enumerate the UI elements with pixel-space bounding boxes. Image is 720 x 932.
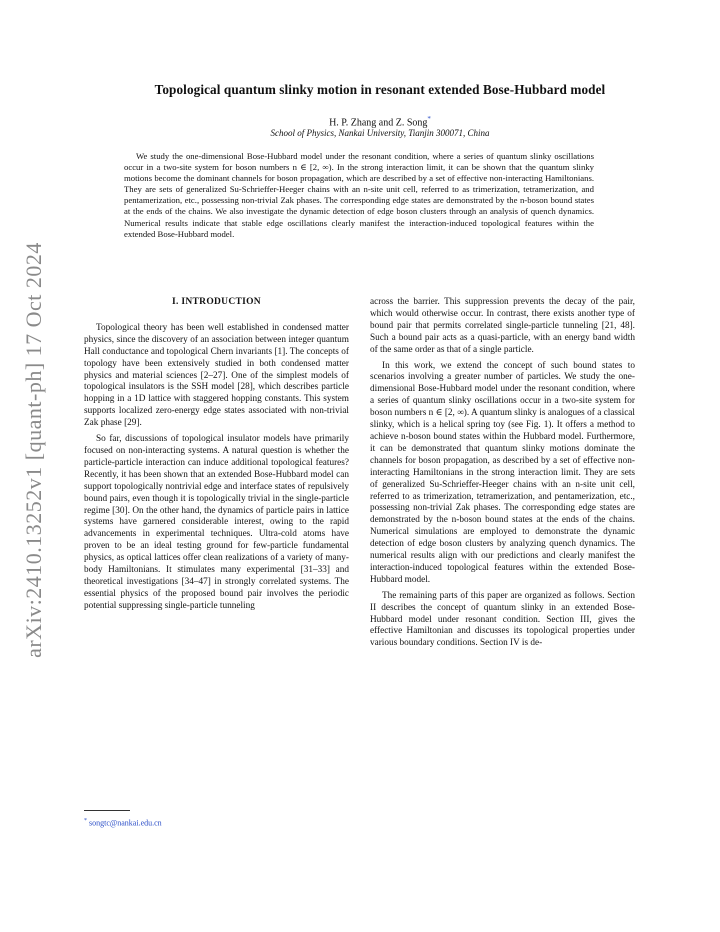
author-names: H. P. Zhang and Z. Song xyxy=(329,117,428,129)
paper-title: Topological quantum slinky motion in resonant extended Bose-Hubbard model xyxy=(154,82,606,97)
footnote-divider xyxy=(84,810,130,811)
intro-paragraph-2: So far, discussions of topological insulator models have primarily focused on non-interacting systems. A natural question is whether the particle-particle interaction can induce additional topological features? Recently, it has been shown that an extended Bose-Hubbard model can support topologically nontrivial edge and interface states of repulsively bound pairs, even though it is topologically trivial in the single-particle regime [30]. On the other hand, the dynamics of particle pairs in lattice systems have garnered considerable interest, owing to the rapid advancements in experimental techniques. Ultra-cold atoms have proven to be an ideal testing ground for few-particle fundamental physics, as optical lattices offer clean realizations of a variety of many-body Hamiltonians. It stimulates many experimental [31–33] and theoretical investigations [34–47] in strongly correlated systems. The essential physics of the proposed bound pair involves the periodic potential suppressing single-particle tunneling xyxy=(84,434,349,611)
affiliation: School of Physics, Nankai University, Tianjin 300071, China xyxy=(270,128,490,138)
footnote-mark: * xyxy=(84,818,87,824)
intro-paragraph-1: Topological theory has been well established in condensed matter physics, since the discovery of an association between integer quantum Hall conductance and topological Chern invariants [1]. The concepts of topology have been extensively studied in both condensed matter physics and material sciences [2–27]. One of the simplest models of topological insulators is the SSH model [28], which describes particle hopping in a 1D lattice with staggered hopping constants. This system supports localized zero-energy edge states associated with non-trivial Zak phase [29]. xyxy=(84,322,349,429)
corresponding-author-mark[interactable]: * xyxy=(427,115,431,123)
intro-paragraph-4: In this work, we extend the concept of such bound states to scenarios involving a greater number of particles. We study the one-dimensional Bose-Hubbard model under the resonant condition, where a series of quantum slinky oscillations occur in a two-site system for boson numbers n ∈ [2, ∞). A quantum slinky is analogues of a classical slinky, which is a helical spring toy (see Fig. 1). It offers a method to achieve n-boson bound states within the Hubbard model. Furthermore, it can be demonstrated that quantum slinky motions dominate the channels for boson propagation, as described by a set of effective non-interacting Hamiltonians in the strong interaction limit. They are sets of generalized Su-Schrieffer-Heeger chains with an n-site unit cell, referred to as trimerization, tetramerization, and pentamerization, etc., possessing non-trivial Zak phases. The corresponding edge states are demonstrated by the n-boson bound states at the ends of the chains. Numerical simulations are employed to demonstrate the dynamic detection of edge boson clusters by analyzing quench dynamics. The numerical results align with our predictions and clearly manifest the interaction-induced topological features within the extended Bose-Hubbard model. xyxy=(370,360,635,585)
footnote-email-link[interactable]: songtc@nankai.edu.cn xyxy=(89,818,162,828)
footnote xyxy=(84,818,162,828)
left-column xyxy=(84,297,349,617)
arxiv-identifier-stamp xyxy=(14,240,54,660)
intro-paragraph-3: across the barrier. This suppression prevents the decay of the pair, which would otherwise occur. In contrast, there exists another type of bound pair that permits correlated single-particle tunneling [21, 48]. Such a bound pair acts as a quasi-particle, with an energy band width of the same order as that of a single particle. xyxy=(370,297,635,355)
arxiv-identifier-text: arXiv:2410.13252v1 [quant-ph] 17 Oct 2024 xyxy=(21,242,47,658)
intro-paragraph-5: The remaining parts of this paper are organized as follows. Section II describes the concept of quantum slinky in an extended Bose-Hubbard model under resonant condition. Section III, gives the effective Hamiltonian and discusses its topological properties under various boundary conditions. Section IV is de- xyxy=(370,590,635,649)
section-heading-introduction: I. INTRODUCTION xyxy=(172,297,261,307)
abstract: We study the one-dimensional Bose-Hubbard model under the resonant condition, where a series of quantum slinky oscillations occur in a two-site system for boson numbers n ∈ [2, ∞). In the strong interaction limit, it can be shown that the quantum slinky motions become the dominant channels for boson propagation, which are described by a set of effective non-interacting Hamiltonians. They are sets of generalized Su-Schrieffer-Heeger chains with an n-site unit cell, referred to as trimerization, tetramerization, and pentamerization, etc., possessing non-trivial Zak phases. The corresponding edge states are demonstrated by the n-boson bound states at the ends of the chains. We also investigate the dynamic detection of edge boson clusters through an analysis of quench dynamics. Numerical results indicate that stable edge oscillations clearly manifest the interaction-induced topological features within the extended Bose-Hubbard model. xyxy=(124,151,594,239)
author-line xyxy=(80,115,680,128)
right-column xyxy=(370,297,635,654)
